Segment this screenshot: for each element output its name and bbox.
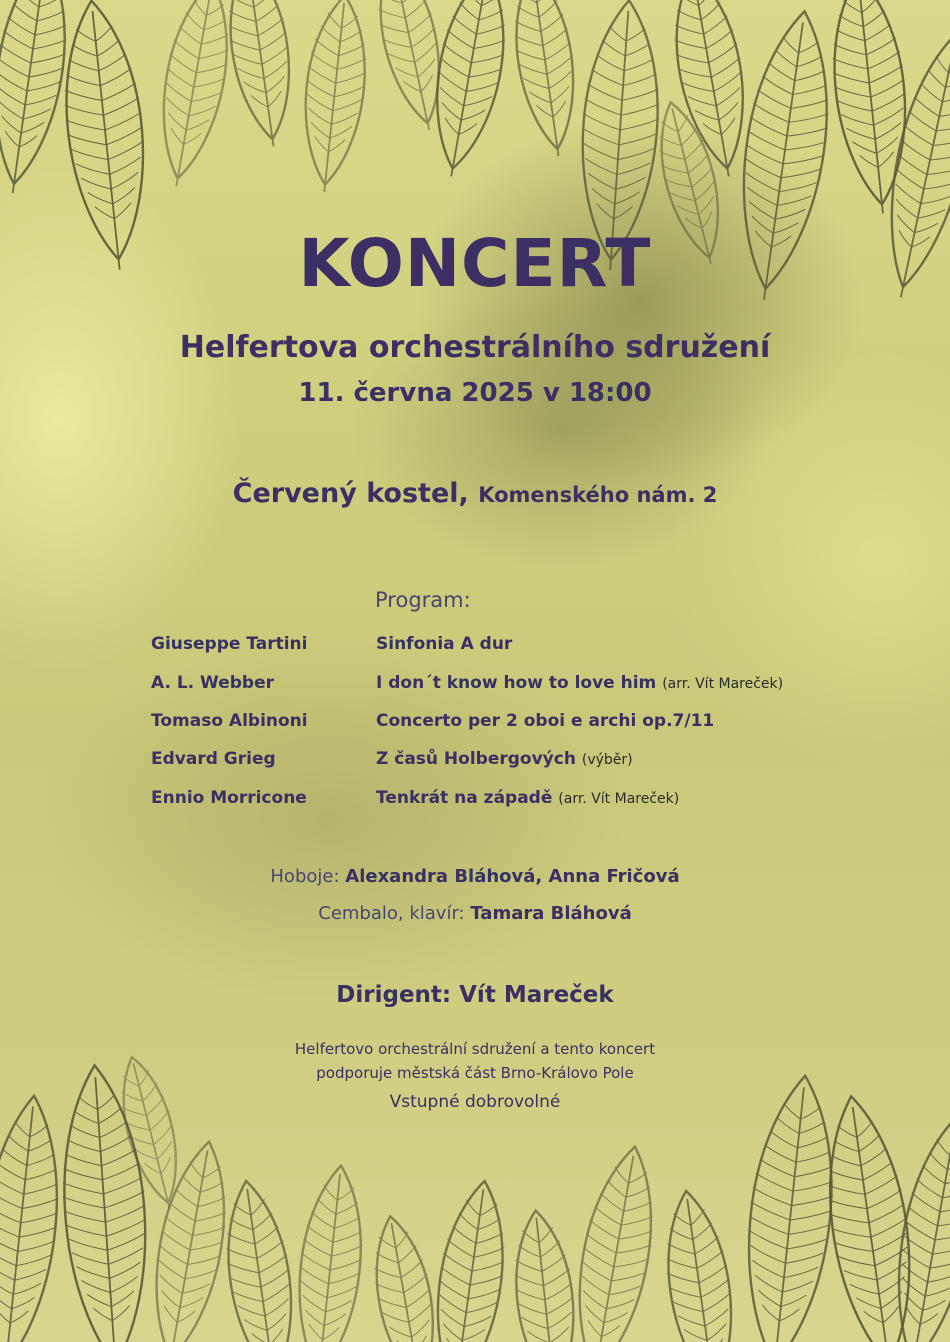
leaf-icon <box>216 1177 305 1342</box>
leaf-icon <box>0 1092 70 1342</box>
leaf-icon <box>219 0 301 150</box>
leaf-icon <box>505 0 586 160</box>
program-item <box>0 788 950 818</box>
composer: A. L. Webber <box>151 673 274 693</box>
composer: Giuseppe Tartini <box>151 634 308 654</box>
piece-title: Tenkrát na západě <box>376 788 553 808</box>
piece-title: Sinfonia A dur <box>376 634 513 654</box>
program-heading: Program: <box>375 588 471 612</box>
orchestra-name: Helfertova orchestrálního sdružení <box>179 330 771 365</box>
venue-name: Červený kostel, <box>232 478 469 509</box>
performer-role: Cembalo, klavír: <box>318 903 465 924</box>
piece-title: Z časů Holbergových <box>376 749 576 769</box>
piece-note: (arr. Vít Mareček) <box>558 791 680 807</box>
leaf-icon <box>138 1136 239 1342</box>
leaf-icon <box>814 1091 928 1342</box>
venue <box>0 478 950 509</box>
performer-harpsichord <box>0 903 950 924</box>
venue-address: Komenského nám. 2 <box>478 483 718 507</box>
program-item <box>0 749 950 779</box>
leaf-icon <box>288 1162 371 1342</box>
composer: Tomaso Albinoni <box>151 711 308 731</box>
composer: Edvard Grieg <box>151 749 276 769</box>
leaf-icon <box>656 1187 745 1342</box>
leaf-icon <box>421 0 518 182</box>
composer: Ennio Morricone <box>151 788 307 808</box>
program-item <box>0 711 950 741</box>
concert-datetime: 11. června 2025 v 18:00 <box>298 378 652 408</box>
piece-note: (arr. Vít Mareček) <box>662 676 784 692</box>
performer-names: Alexandra Bláhová, Anna Fričová <box>345 866 680 887</box>
program-item <box>0 634 950 664</box>
leaf-icon <box>823 0 918 217</box>
leaf-icon <box>733 1072 846 1342</box>
piece-title: Concerto per 2 oboi e archi op.7/11 <box>376 711 715 731</box>
admission-note: Vstupné dobrovolné <box>389 1092 561 1112</box>
leaf-icon <box>423 1177 515 1342</box>
performer-oboes <box>0 866 950 887</box>
sponsor-line-2: podporuje městská část Brno-Královo Pole <box>316 1064 634 1082</box>
performer-role: Hoboje: <box>270 866 340 887</box>
conductor: Dirigent: Vít Mareček <box>336 982 614 1008</box>
program-item <box>0 673 950 703</box>
leaf-icon <box>561 1141 668 1342</box>
leaf-icon <box>295 0 374 195</box>
poster-title: KONCERT <box>298 225 652 302</box>
leaf-icon <box>367 0 455 135</box>
leaf-icon <box>364 1212 447 1342</box>
leaf-icon <box>879 1111 950 1342</box>
piece-title: I don´t know how to love him <box>376 673 657 693</box>
piece-note: (výběr) <box>581 752 633 768</box>
leaf-icon <box>147 0 241 191</box>
leaf-icon <box>507 1208 583 1342</box>
sponsor-line-1: Helfertovo orchestrální sdružení a tento koncert <box>294 1040 656 1058</box>
performer-names: Tamara Bláhová <box>470 903 632 924</box>
